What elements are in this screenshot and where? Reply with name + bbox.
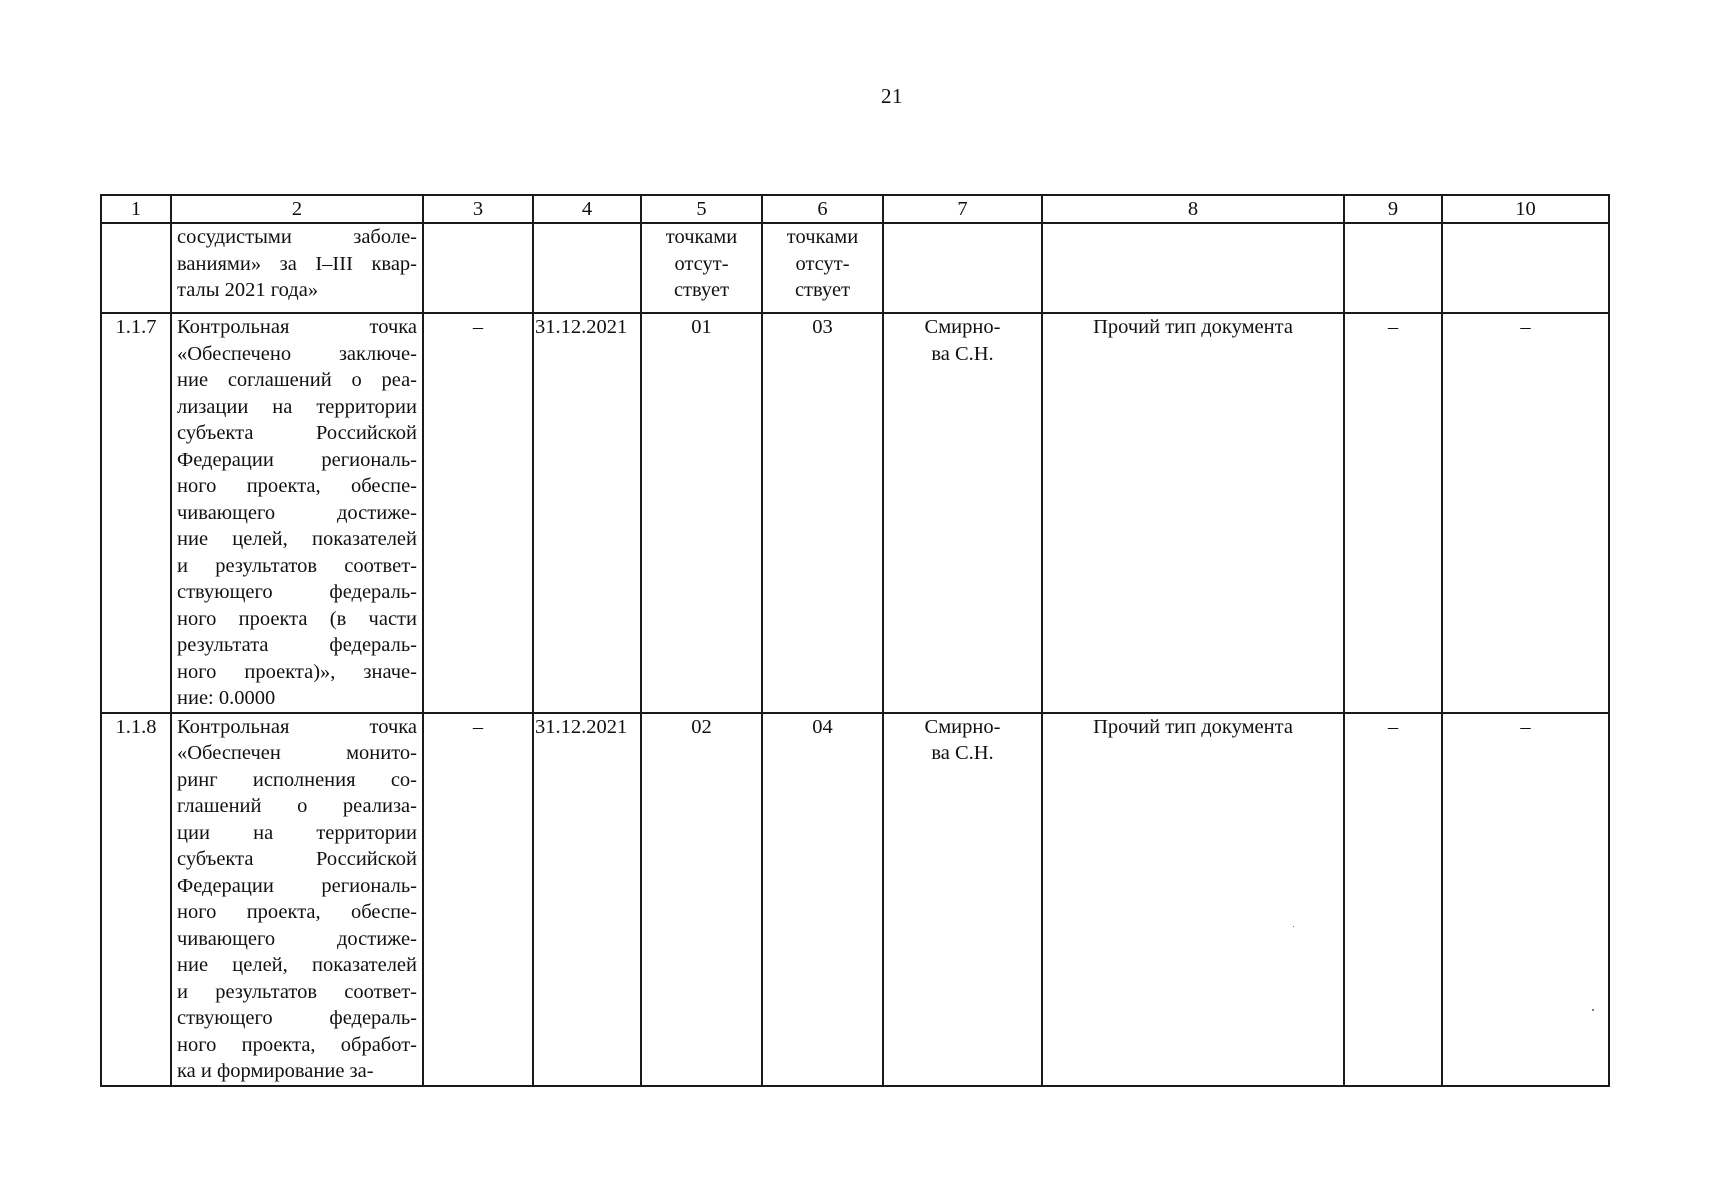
cell-line: точками bbox=[665, 226, 738, 248]
header-cell: 5 bbox=[641, 195, 762, 223]
cell-description bbox=[171, 713, 423, 1086]
cell-line: Смирно- bbox=[924, 316, 1001, 338]
header-cell: 4 bbox=[533, 195, 641, 223]
table-row bbox=[101, 313, 1609, 713]
table-header-row bbox=[101, 195, 1609, 223]
cell-line: ние соглашений о реа- bbox=[177, 369, 417, 391]
cell-line: ние: 0.0000 bbox=[177, 687, 276, 709]
cell-line: ствует bbox=[794, 279, 851, 301]
cell-line: отсут- bbox=[674, 252, 729, 275]
cell-col3: – bbox=[423, 713, 533, 1086]
cell-col3 bbox=[423, 223, 533, 313]
plan-table bbox=[100, 194, 1610, 1087]
cell-line: отсут- bbox=[795, 252, 850, 275]
cell-number: 1.1.7 bbox=[101, 313, 171, 713]
cell-line: «Обеспечено заключе- bbox=[177, 342, 417, 365]
cell-line: ва С.Н. bbox=[931, 342, 994, 365]
table-row bbox=[101, 713, 1609, 1086]
header-cell: 6 bbox=[762, 195, 883, 223]
header-cell: 1 bbox=[101, 195, 171, 223]
cell-document-type: Прочий тип документа bbox=[1042, 713, 1344, 1086]
cell-line: ствует bbox=[673, 279, 730, 301]
header-cell: 7 bbox=[883, 195, 1042, 223]
cell-line: Смирно- bbox=[924, 715, 1001, 738]
cell-line: Федерации региональ- bbox=[177, 874, 417, 897]
cell-number bbox=[101, 223, 171, 313]
cell-col5: 02 bbox=[641, 713, 762, 1086]
cell-line: ние целей, показателей bbox=[177, 528, 417, 550]
cell-col6: 03 bbox=[762, 313, 883, 713]
header-cell: 9 bbox=[1344, 195, 1442, 223]
cell-line: Федерации региональ- bbox=[177, 448, 417, 471]
header-cell: 3 bbox=[423, 195, 533, 223]
cell-line: «Обеспечен монито- bbox=[177, 742, 417, 764]
cell-line: талы 2021 года» bbox=[177, 279, 319, 301]
cell-col3: – bbox=[423, 313, 533, 713]
cell-line: ного проекта)», значе- bbox=[177, 660, 417, 683]
cell-date: 31.12.2021 bbox=[533, 713, 641, 1086]
cell-responsible bbox=[883, 313, 1042, 713]
cell-date bbox=[533, 223, 641, 313]
cell-line: ции на территории bbox=[177, 821, 417, 844]
cell-line: ствующего федераль- bbox=[177, 581, 417, 603]
cell-col5 bbox=[641, 223, 762, 313]
cell-responsible bbox=[883, 223, 1042, 313]
cell-line: ка и формирование за- bbox=[177, 1060, 374, 1082]
cell-line: субъекта Российской bbox=[177, 422, 417, 444]
cell-line: ствующего федераль- bbox=[177, 1007, 417, 1029]
cell-date: 31.12.2021 bbox=[533, 313, 641, 713]
header-cell: 2 bbox=[171, 195, 423, 223]
table-row bbox=[101, 223, 1609, 313]
cell-col10: – bbox=[1442, 713, 1609, 1086]
cell-line: ного проекта, обеспе- bbox=[177, 475, 417, 497]
cell-line: сосудистыми заболе- bbox=[177, 226, 417, 248]
cell-line: и результатов соответ- bbox=[177, 980, 417, 1003]
cell-line: и результатов соответ- bbox=[177, 554, 417, 577]
scan-speck bbox=[1293, 926, 1294, 927]
cell-line: ние целей, показателей bbox=[177, 954, 417, 976]
cell-line: субъекта Российской bbox=[177, 848, 417, 870]
cell-document-type: Прочий тип документа bbox=[1042, 313, 1344, 713]
cell-col6 bbox=[762, 223, 883, 313]
cell-col5: 01 bbox=[641, 313, 762, 713]
cell-col9: – bbox=[1344, 313, 1442, 713]
cell-line: чивающего достиже- bbox=[177, 501, 417, 524]
cell-col6: 04 bbox=[762, 713, 883, 1086]
cell-description bbox=[171, 223, 423, 313]
cell-line: Контрольная точка bbox=[177, 316, 417, 338]
cell-line: ного проекта (в части bbox=[177, 607, 417, 630]
header-cell: 8 bbox=[1042, 195, 1344, 223]
cell-line: лизации на территории bbox=[177, 395, 417, 418]
cell-line: ного проекта, обеспе- bbox=[177, 901, 417, 923]
cell-col9 bbox=[1344, 223, 1442, 313]
scan-speck bbox=[1592, 1009, 1594, 1011]
cell-line: глашений о реализа- bbox=[177, 795, 417, 817]
cell-col9: – bbox=[1344, 713, 1442, 1086]
cell-col10 bbox=[1442, 223, 1609, 313]
header-cell: 10 bbox=[1442, 195, 1609, 223]
cell-line: ваниями» за I–III квар- bbox=[177, 252, 417, 275]
page-number: 21 bbox=[881, 84, 903, 108]
cell-line: чивающего достиже- bbox=[177, 927, 417, 950]
cell-line: ринг исполнения со- bbox=[177, 768, 417, 791]
cell-document-type bbox=[1042, 223, 1344, 313]
cell-number: 1.1.8 bbox=[101, 713, 171, 1086]
cell-line: результата федераль- bbox=[177, 634, 417, 656]
cell-line: ного проекта, обработ- bbox=[177, 1033, 417, 1056]
cell-description bbox=[171, 313, 423, 713]
cell-line: ва С.Н. bbox=[931, 742, 994, 764]
cell-responsible bbox=[883, 713, 1042, 1086]
cell-col10: – bbox=[1442, 313, 1609, 713]
cell-line: точками bbox=[786, 226, 859, 248]
cell-line: Контрольная точка bbox=[177, 715, 417, 738]
